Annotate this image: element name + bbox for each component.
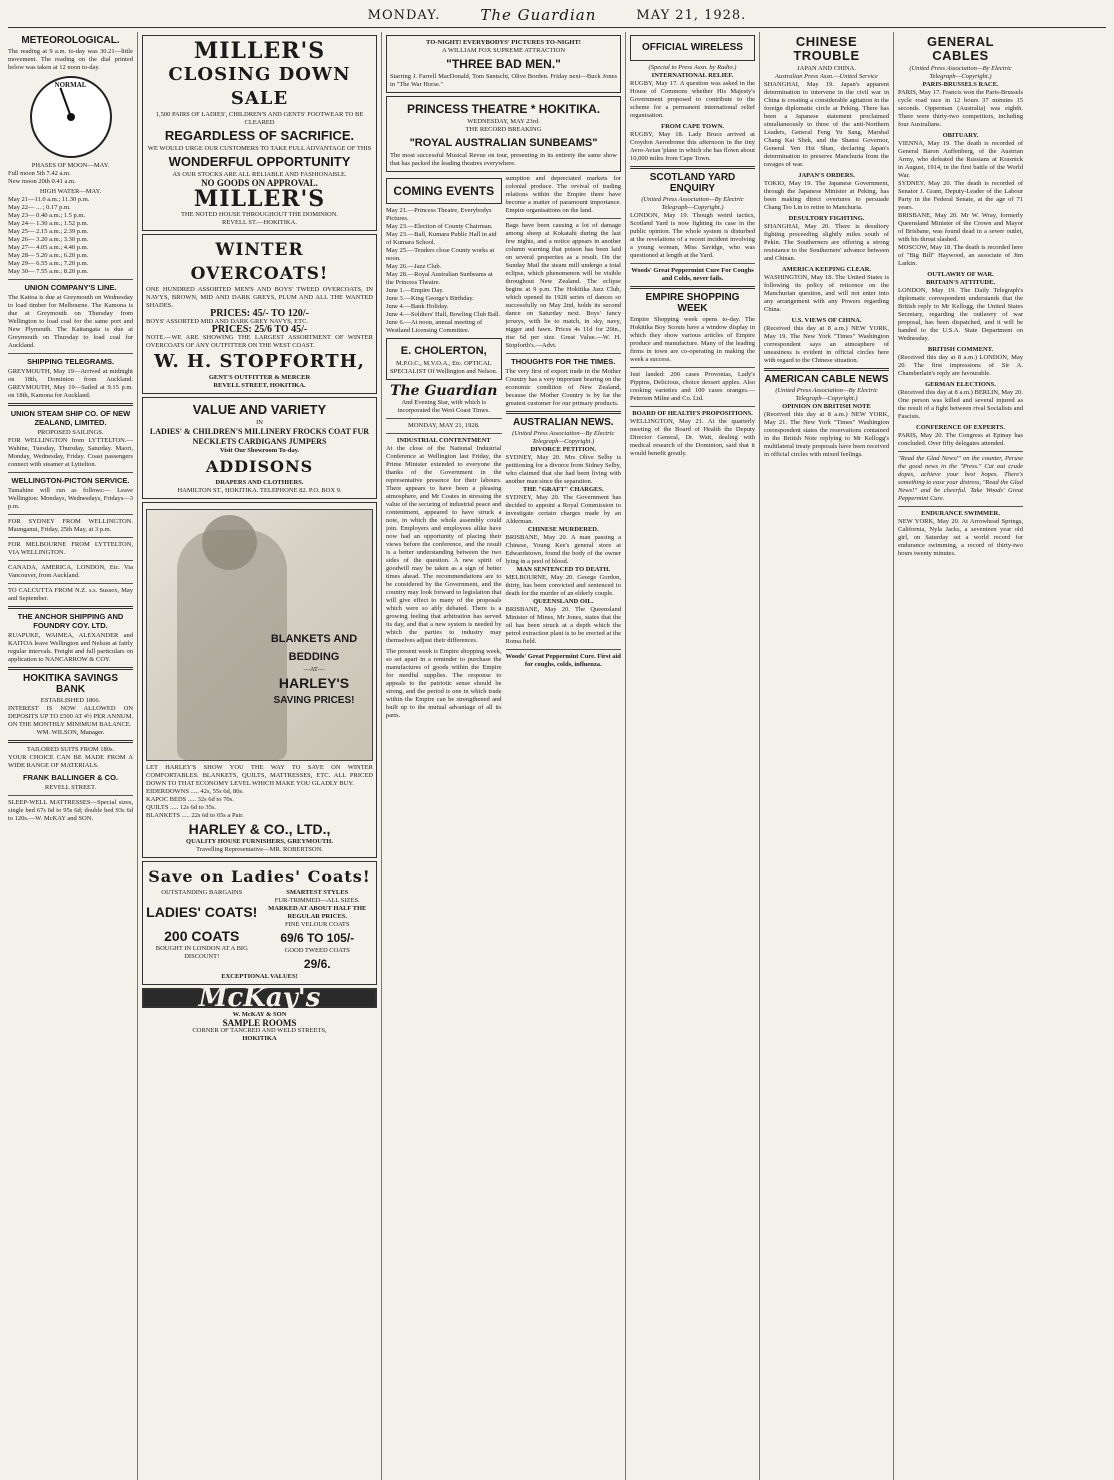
japans-orders-heading: JAPAN'S ORDERS. — [798, 172, 855, 179]
mckays-hokitika: HOKITIKA — [242, 1035, 277, 1042]
harleys-list-item: QUILTS ..... 12s 6d to 35s. — [146, 804, 217, 811]
quality-furnishers: QUALITY HOUSE FURNISHERS, GREYMOUTH. — [186, 838, 333, 845]
moon-line: Full moon 5th 7.42 a.m. — [8, 170, 71, 177]
millers-noted: THE NOTED HOUSE THROUGHOUT THE DOMINION. — [180, 211, 339, 218]
graft-heading: THE "GRAFT" CHARGES. — [522, 486, 604, 493]
graft-text: SYDNEY, May 20. The Government has decided to appoint a Royal Commission to investigate certain charges made by an Alderman. — [505, 494, 621, 525]
everybodys-pictures-ad — [386, 35, 621, 93]
event-item: June 4.—Soldiers' Hall, Bowling Club Ball. — [386, 311, 501, 318]
marked-half-price: MARKED AT ABOUT HALF THE REGULAR PRICES. — [268, 905, 367, 920]
smartest-styles: SMARTEST STYLES — [286, 889, 349, 896]
tide-line: May 21—11.0 a.m.; 11.30 p.m. — [8, 196, 90, 203]
value-and-variety: VALUE AND VARIETY — [192, 402, 327, 417]
britains-attitude-heading: BRITAIN'S ATTITUDE. — [925, 279, 996, 286]
anchor-shipping-text: RUAPUKE, WAIMEA, ALEXANDER and KAITOA leave Wellington and Nelson at fairly regular intervals. Freight and full particulars on application to NANCARROW & COY. — [8, 632, 133, 663]
american-cable-heading: AMERICAN CABLE NEWS — [764, 374, 889, 385]
exceptional-values: EXCEPTIONAL VALUES! — [221, 973, 298, 980]
masthead-date: MAY 21, 1928. — [636, 7, 747, 23]
princess-date: WEDNESDAY, MAY 23rd. — [467, 118, 540, 125]
addisons-name: ADDISONS — [205, 457, 314, 476]
wireless-box — [630, 35, 755, 61]
scotland-yard-text: LONDON, May 19. Though weird tactics, Scotland Yard is now fighting its case in the public opinion. The whole system is disturbed at the revelations of a recent incident involving a young woman, Miss Savidge, who was questioned at length at the Yard. — [630, 212, 755, 259]
man-sentenced-heading: MAN SENTENCED TO DEATH. — [516, 566, 611, 573]
tide-line: May 24— 1.30 a.m.; 1.52 p.m. — [8, 220, 89, 227]
hundred-overcoats: ONE HUNDRED ASSORTED MEN'S AND BOYS' TWEED OVERCOATS, IN NAVYS, BROWN, MID AND DARK GREYS, PLUM AND ALL THE WANTED SHADES. — [146, 286, 373, 309]
tide-line: May 29— 6.55 a.m.; 7.20 p.m. — [8, 260, 89, 267]
british-comment-heading: BRITISH COMMENT. — [927, 346, 994, 353]
event-item: May 25.—Tenders close County works at noon. — [386, 247, 495, 262]
tonight-banner: TO-NIGHT! EVERYBODYS' PICTURES TO-NIGHT! — [426, 39, 581, 46]
conference-experts-heading: CONFERENCE OF EXPERTS. — [916, 424, 1005, 431]
sleep-well-ad: SLEEP-WELL MATTRESSES—Special sizes, single bed 67s 6d to 95s 6d; double bed 93s 6d to 120s.—W. McKAY and SON. — [8, 799, 133, 822]
no-goods-on-approval: NO GOODS ON APPROVAL. — [201, 178, 318, 188]
wellington-picton-text: Tamahine will run as follows:— Leave Wellington: Mondays, Wednesdays, Fridays—3 p.m. — [8, 487, 133, 510]
saving-prices: SAVING PRICES! — [273, 695, 355, 706]
scotland-yard-sub: (United Press Association—By Electric Telegraph—Copyright.) — [641, 196, 744, 211]
canada-sailing: CANADA, AMERICA, LONDON, Etc. Via Vancouver, from Auckland. — [8, 564, 133, 579]
us-views-heading: U.S. VIEWS OF CHINA. — [791, 317, 862, 324]
millers-ad — [142, 35, 377, 231]
obituary-text: VIENNA, May 19. The death is recorded of General Baron Auffenberg, of the Austrian Army, who defeated the Russians at Krasnick in August, 1914, in the first battle of the World War. — [898, 140, 1023, 179]
masthead-paper-name: The Guardian — [480, 6, 597, 24]
addisons-goods: LADIES' & CHILDREN'S MILLINERY FROCKS COAT FUR NECKLETS CARDIGANS JUMPERS — [149, 427, 370, 446]
obituary-heading: OBITUARY. — [942, 132, 979, 139]
sydney-sailing: FOR SYDNEY FROM WELLINGTON. Maunganui, Friday, 25th May, at 3 p.m. — [8, 518, 133, 533]
industrial-heading: INDUSTRIAL CONTENTMENT — [396, 437, 491, 444]
event-item: June 1.—Empire Day. — [386, 287, 444, 294]
harleys-list-item: BLANKETS ..... 22s 6d to 65s a Pair. — [146, 812, 244, 819]
event-item: May 21.—Princess Theatre, Everybodys Pictures. — [386, 207, 492, 222]
closing-down-sale: CLOSING DOWN SALE — [168, 64, 351, 109]
millers-urge: WE WOULD URGE OUR CUSTOMERS TO TAKE FULL ADVANTAGE OF THIS — [147, 145, 372, 152]
visit-showroom: Visit Our Showroom To-day. — [219, 447, 300, 454]
outlawry-heading: OUTLAWRY OF WAR. — [927, 271, 994, 278]
america-clear-text: WASHINGTON, May 18. The United States is following its policy of reticence on the Manchurian question, and will not enter into any arrangement with any Powers regarding China. — [764, 274, 889, 313]
cape-town-text: RUGBY, May 18. Lady Bruce arrived at Croydon Aerodrome this afternoon in the tiny Avro-Avian 'plane in which she has flown about 10,000 miles from Cape Town. — [630, 131, 755, 162]
chinese-murdered-text: BRISBANE, May 20. A man passing a Chinese, Young Kee's general store at Edwardstown, found the body of the owner lying in a pool of blood. — [505, 534, 621, 565]
thoughts-text: The very first of export trade in the Mother Country has a very important bearing on the economic condition of New Zealand, because the Mother Country is by far the greatest customer for our primary products. — [505, 368, 621, 407]
fur-trimmed: FUR-TRIMMED—ALL SIZES. — [274, 897, 360, 904]
general-cables-sub: (United Press Association—By Electric Telegraph—Copyright.) — [909, 65, 1012, 80]
tide-heading: HIGH WATER—MAY. — [39, 188, 102, 195]
event-item: May 23.—Election of County Chairman. — [386, 223, 493, 230]
column-3 — [386, 32, 626, 1480]
harleys-text: LET HARLEY'S SHOW YOU THE WAY TO SAVE ON WINTER COMFORTABLES. BLANKETS, QUILTS, MATTRESSES, ETC. ALL PRICED DOWN TO THAT ECONOMY LEVEL WHICH MAKE YOU GLADLY BUY. — [146, 764, 373, 787]
meteorological-heading: METEOROLOGICAL. — [21, 35, 120, 46]
save-on-ladies-coats: Save on Ladies' Coats! — [148, 867, 371, 886]
travelling-rep: Travelling Representative—MR. ROBERTSON. — [196, 846, 323, 853]
paris-race-heading: PARIS-BRUSSELS RACE. — [922, 81, 999, 88]
coming-events-box — [386, 178, 502, 204]
harleys-illustration — [146, 509, 373, 761]
overcoat-prices-boys: PRICES: 25/6 TO 45/- — [211, 324, 308, 335]
mckays-logo: McKay's — [142, 988, 377, 1008]
shipping-telegrams-text: GREYMOUTH, May 19—Arrived at midnight on 18th, Dominion from Auckland. GREYMOUTH, May 19—Sailed at 9.15 p.m. on 18th, Kamona for Auckland. — [8, 368, 133, 399]
record-breaking: THE RECORD BREAKING — [465, 126, 542, 133]
starring-text: Starring J. Farrell MacDonald, Tom Santschi, Olive Borden. Friday next—Buck Jones in "The War Horse." — [390, 73, 617, 88]
conference-experts-text: PARIS, May 20. The Congress at Epinay has concluded. Over fifty delegates attended. — [898, 432, 1023, 447]
brisbane-death-text: BRISBANE, May 20. Mr W. Wray, formerly Queensland Minister of the Crown and Mayor of Brisbane, was found dead in a sewer outlet, with his throat slashed. — [898, 212, 1023, 243]
ladies-coats-ad — [142, 861, 377, 985]
addisons-ad — [142, 397, 377, 499]
industrial-text: At the close of the National Industrial Conference at Wellington last Friday, the Prime Minister extended to everyone the thanks of the Government in the representative presence for their labours. There appears to have been a pleasing atmosphere, and Mr Coates in stressing the value of the securing of industrial peace and contentment, appeared to have struck a note, in which the whole assembly could join. Employers and employees alike have now had an opportunity of placing their views before the conference, and the result is a better understanding between the two sides of the question. A new spirit of goodwill may be taken as a sign of better times ahead. The recommendations are to be considered by the Government, and the country may look forward to legislation that will give effect to many of the proposals which were so ably debated. There is a growing feeling that arbitration has served its day, and that a new system is needed by which the parties to industry may themselves adjust their differences. — [386, 445, 502, 644]
stopforth-note: NOTE.—WE ARE SHOWING THE LARGEST ASSORTMENT OF WINTER OVERCOATS OF ANY OUTFITTER ON THE WEST COAST. — [146, 334, 373, 349]
value-in: IN — [256, 419, 263, 426]
tide-line: May 22— ... ; 0.17 p.m. — [8, 204, 71, 211]
board-health-heading: BOARD OF HEALTH'S PROPOSITIONS. — [632, 410, 753, 417]
german-elections-heading: GERMAN ELECTIONS. — [925, 381, 996, 388]
princess-theatre-ad — [386, 96, 621, 172]
three-bad-men: "THREE BAD MEN." — [446, 57, 561, 71]
queensland-oil-heading: QUEENSLAND OIL. — [533, 598, 594, 605]
guardian-sub: And Evening Star, with which is incorporated the West Coast Times. — [397, 399, 490, 414]
princess-theatre-title: PRINCESS THEATRE * HOKITIKA. — [406, 102, 601, 116]
column-1 — [8, 32, 138, 1480]
union-steam-ship-heading: UNION STEAM SHIP CO. OF NEW ZEALAND, LIMITED. — [10, 409, 131, 427]
chinese-trouble-text: SHANGHAI, May 19. Japan's apparent determination to intervene in the civil war in China is creating a considerable agitation in the foreign diplomatic circle at Peking. There has been a Japanese statement proclaimed simultaneously to three of the anti-Northern Leaders, General Feng Yu Sang, Marshal Chang Kai Shek, and the Shansi Governor, General Yen Hsi Shan, declaring Japan's determination to preserve Manchuria from the ravages of war. — [764, 81, 889, 168]
column-4 — [630, 32, 760, 1480]
shipping-telegrams-heading: SHIPPING TELEGRAMS. — [26, 357, 115, 366]
harleys-name: HARLEY'S — [278, 675, 350, 691]
events-text: sumption and depreciated markets for colonial produce. The revival of trading relations within the Empire there have become a matter of paramount importance. Empire organisations on the land. — [505, 175, 621, 214]
union-company-text: The Kaitoa is due at Greymouth on Wednesday to load timber for Melbourne. The Kamona is due at Greymouth on Thursday from Wellington to load coal for the same port and New Plymouth. The Kaitangata is due at Greymouth on Thursday to load coal for Auckland. — [8, 294, 133, 349]
frank-ballinger-address: REVELL STREET. — [44, 784, 97, 791]
tailored-suits-heading: TAILORED SUITS FROM 180s. — [26, 746, 115, 753]
harley-company: HARLEY & CO., LTD., — [188, 821, 331, 837]
fine-velour-price: 69/6 TO 105/- — [280, 931, 355, 945]
local-news-text: Bags have been causing a lot of damage among sheep at Kokatahi during the last few nights, and a notice appears in another column warning that poison has been laid on several properties as a result. On the Sunday Mail the steam mill undergo a total eclipse, which phenomenon will be visible throughout New Zealand. The eclipse begins at 9 p.m. The Hokitika Jazz Club, which opened its 1928 series of dances so successfully on May 2nd, holds its second dance on Saturday next. Boys' fancy jerseys, with lie to match, in sky, navy, nigger and fawn. Prices 4s 11d for 20in., rise 6d per size. Great Value.—W. H. Stopforth's.—Advt. — [505, 222, 621, 349]
union-company-heading: UNION COMPANY'S LINE. — [24, 283, 117, 292]
british-note-heading: OPINION ON BRITISH NOTE — [782, 403, 871, 410]
harleys-at: —AT— — [303, 666, 325, 673]
proposed-sailings: PROPOSED SAILINGS. — [37, 429, 104, 436]
blankets-and-bedding: BLANKETS AND BEDDING — [270, 633, 358, 663]
barometer-pin — [67, 113, 75, 121]
woods-cure-ad: Woods' Great Peppermint Cure. First aid for coughs, colds, influenza. — [505, 653, 621, 668]
event-item: May 28.—Royal Australian Sunbeams at the Princess Theatre. — [386, 271, 493, 286]
japans-orders-text: TOKIO, May 19. The Japanese Government, through the Japanese Minister at Peking, has been making direct overtures to persuade Chang Tso Lin to retire to Manchuria. — [764, 180, 889, 211]
musical-revue-text: The most successful Musical Revue on tour, presenting in its entirety the same show that has packed the leading theatres everywhere. — [390, 152, 617, 167]
divorce-text: SYDNEY, May 20. Mrs Olive Selby is petitioning for a divorce from Sidney Selby, who claimed that she had been living with another man since the separation. — [505, 454, 621, 485]
event-item: May 26.—Jazz Club. — [386, 263, 442, 270]
savings-bank-heading: HOKITIKA SAVINGS BANK — [22, 673, 118, 695]
winter-overcoats: WINTER OVERCOATS! — [190, 240, 329, 284]
industrial-text-2: The present week is Empire shopping week, so set apart in a reminder to purchase the manufactures of goods within the Empire for needful supplies. The response to appeals to the patriotic sense should be strong, and the period is one in which trade within the Empire can be strengthened and built up to the mutual advantage of all its parts. — [386, 648, 502, 719]
tailored-suits-text: YOUR CHOICE CAN BE MADE FROM A WIDE RANGE OF MATERIALS. — [8, 754, 133, 769]
two-hundred-coats: 200 COATS — [164, 928, 240, 944]
empire-shopping-heading: EMPIRE SHOPPING WEEK — [645, 292, 740, 314]
stopforth-name: W. H. STOPFORTH, — [154, 351, 365, 372]
masthead-day: MONDAY. — [367, 7, 441, 23]
event-item: June 3.—King George's Birthday. — [386, 295, 474, 302]
union-steam-ship-text: FOR WELLINGTON from LYTTELTON.—Wahine, Tuesday, Thursday, Saturday. Maori, Monday, Wednesday, Friday. Coast passengers connect with steamer at Lyttelton. — [8, 437, 133, 468]
desultory-text: SHANGHAI, May 20. There is desultory fighting proceeding slightly miles south of Pekin. The Southerners are offering a strong resistance to the Southerners' advance between and Chinan. — [764, 223, 889, 262]
bought-in-london: BOUGHT IN LONDON AT A BIG DISCOUNT! — [155, 945, 248, 960]
millers-sub: 1,500 PAIRS OF LADIES', CHILDREN'S AND GENTS' FOOTWEAR TO BE CLEARED — [155, 111, 364, 126]
just-landed-ad: Just landed: 200 cases Provonias, Lady's Pippins, Delicious, choice dessert apples. Also cooking varieties and 100 cases oranges.—Peterson Milne and Co. Ltd. — [630, 371, 755, 402]
board-health-text: WELLINGTON, May 21. At the quarterly meeting of the Board of Health the Deputy Director General, Dr. Watt, dealing with medical research of the Dominion, said that it would benefit greatly. — [630, 418, 755, 457]
america-clear-heading: AMERICA KEEPING CLEAR. — [781, 266, 872, 273]
wireless-sub: (Special to Press Assn. by Radio.) — [648, 64, 737, 71]
millers-address: REVELL ST.—HOKITIKA. — [222, 219, 297, 226]
column-6 — [898, 32, 1027, 1480]
millers-stocks: AS OUR STOCKS ARE ALL RELIABLE AND FASHIONABLE. — [172, 171, 347, 178]
fine-velour-coats: FINE VELOUR COATS — [284, 921, 350, 928]
barometer-dial — [30, 76, 112, 158]
wonderful-opportunity: WONDERFUL OPPORTUNITY — [168, 154, 351, 169]
moon-line: New moon 20th 0.41 a.m. — [8, 178, 76, 185]
wellington-picton-heading: WELLINGTON-PICTON SERVICE. — [11, 476, 130, 485]
british-note-text: (Received this day at 8 a.m.) NEW YORK, May 21. The New York "Times" Washington correspondent states the reservations contained in the British Note replying to Mr Kellogg's multilateral treaty proposals have been received in official circles with mixed feelings. — [764, 411, 889, 458]
masthead — [8, 6, 1106, 28]
good-tweed-price: 29/6. — [303, 957, 331, 971]
british-comment-text: (Received this day at 8 a.m.) LONDON, May 20. The first impressions of Sir A. Chamberlain's reply are favourable. — [898, 354, 1023, 377]
calcutta-sailing: TO CALCUTTA FROM N.Z. s.s. Sussex, May and September. — [8, 587, 133, 602]
ladies-coats-title: LADIES' COATS! — [146, 904, 258, 920]
stopforth-ad — [142, 234, 377, 394]
cholerton-sub: M.P.O.C., M.V.O.A., Etc. OPTICAL SPECIALIST Of Wellington and Nelson. — [390, 360, 498, 375]
drapers-clothiers: DRAPERS AND CLOTHIERS. — [215, 479, 304, 486]
relief-text: RUGBY, May 17. A question was asked in the House of Commons whether His Majesty's Government proposed to contribute to the scheme for a permanent international relief organisation. — [630, 80, 755, 119]
man-sentenced-text: MELBOURNE, May 20. George Gordon, thirty, has been convicted and sentenced to death for the murder of an elderly couple. — [505, 574, 621, 597]
australian-news-heading: AUSTRALIAN NEWS. — [512, 417, 614, 428]
good-tweed-coats: GOOD TWEED COATS — [284, 947, 350, 954]
meteorological-text: The reading at 9 a.m. to-day was 30.21—little movement. The reading on the dial printed below was taken at 12 noon to-day. — [8, 48, 133, 71]
divorce-heading: DIVORCE PETITION. — [530, 446, 597, 453]
millers-title: MILLER'S — [193, 38, 326, 64]
britains-attitude-text: LONDON, May 19. The Daily Telegraph's diplomatic correspondent understands that the British reply to Mr Kellogg, the United States Secretary, regarding the outlawry of war proposal, has been dispatched, and it will be handed to the U.S.A. State Department on Wednesday. — [898, 287, 1023, 342]
queensland-oil-text: BRISBANE, May 20. The Queensland Minister of Mines, Mr Jones, states that the oil has been struck at a depth which the petrol extraction plant is to be erected at the Roma field. — [505, 606, 621, 645]
endurance-heading: ENDURANCE SWIMMER. — [921, 510, 1000, 517]
australian-news-sub: (United Press Association—By Electric Telegraph—Copyright.) — [512, 430, 615, 445]
tide-line: May 25— 2.15 a.m.; 2.39 p.m. — [8, 228, 89, 235]
savings-bank-manager: WM. WILSON, Manager. — [36, 729, 105, 736]
chinese-trouble-sub: JAPAN AND CHINA. — [797, 65, 856, 72]
harleys-list-item: EIDERDOWNS ..... 42s, 55s 6d, 80s. — [146, 788, 244, 795]
anchor-shipping-heading: THE ANCHOR SHIPPING AND FOUNDRY COY. LTD. — [17, 612, 124, 630]
event-item: May 23.—Ball, Kumara Public Hall in aid of Kumara School. — [386, 231, 497, 246]
guardian-title: The Guardian — [390, 383, 498, 399]
addisons-address: HAMILTON ST., HOKITIKA. TELEPHONE 82. P.O. BOX 9. — [177, 487, 342, 494]
savings-bank-established: ESTABLISHED 1866. — [40, 697, 101, 704]
moon-heading: PHASES OF MOON—MAY. — [31, 162, 110, 169]
tide-line: May 23— 0.40 a.m.; 1.5 p.m. — [8, 212, 86, 219]
column-5 — [764, 32, 894, 1480]
relief-heading: INTERNATIONAL RELIEF. — [651, 72, 734, 79]
column-2 — [142, 32, 382, 1480]
paris-race-text: PARIS, May 17. Francis won the Paris-Brussels cycle road race in 12 hours 37 minutes 15 seconds. Opperman (Australia) was eighth. There were thirty-two competitors, including four Australians. — [898, 89, 1023, 128]
event-item: June 4.—Bank Holiday. — [386, 303, 449, 310]
coming-events-heading: COMING EVENTS — [393, 184, 495, 198]
overcoat-prices-men: PRICES: 45/- TO 120/- — [210, 308, 309, 319]
guardian-date: MONDAY, MAY 21, 1928. — [408, 422, 480, 429]
harleys-ad — [142, 502, 377, 858]
general-cables-heading: GENERAL CABLES — [926, 34, 995, 63]
barometer-normal-label: NORMAL — [54, 81, 87, 89]
regardless-of-sacrifice: REGARDLESS OF SACRIFICE. — [164, 128, 355, 143]
millers-name: MILLER'S — [193, 186, 326, 212]
cholerton-ad — [386, 338, 502, 380]
frank-ballinger-heading: FRANK BALLINGER & CO. — [23, 773, 118, 782]
stopforth-address: REVELL STREET, HOKITIKA. — [213, 382, 306, 389]
savings-bank-text: INTEREST IS NOW ALLOWED ON DEPOSITS UP TO £500 AT 4½ PER ANNUM. ON THE MONTHLY MINIMUM BALANCE. — [8, 705, 133, 728]
stopforth-sub: GENT'S OUTFITTER & MERCER — [208, 374, 311, 381]
tide-line: May 28— 5.20 a.m.; 6.20 p.m. — [8, 252, 89, 259]
desultory-heading: DESULTORY FIGHTING. — [788, 215, 865, 222]
endurance-text: NEW YORK, May 20. At Arrowhead Springs, California, Nyla Jacks, a seventeen year old girl, on Saturday set a world record for endurance swimming, a record of thirty-two hours twenty minutes. — [898, 518, 1023, 557]
mckays-corner: CORNER OF TANCRED AND WELD STREETS, — [192, 1027, 327, 1034]
cholerton-name: E. CHOLERTON, — [400, 345, 487, 357]
moscow-death-text: MOSCOW, May 18. The death is recorded here of "Big Bill" Haywood, an associate of Jim Larkin. — [898, 244, 1023, 267]
german-elections-text: (Received this day at 8 a.m.) BERLIN, May 20. One person was killed and several injured as the result of a fight between rival Socialists and Fascists. — [898, 389, 1023, 420]
tide-line: May 30— 7.55 a.m.; 8.20 p.m. — [8, 268, 89, 275]
american-cable-sub: (United Press Association—By Electric Telegraph—Copyright.) — [775, 387, 878, 402]
official-wireless-heading: OFFICIAL WIRELESS — [642, 42, 743, 53]
thoughts-heading: THOUGHTS FOR THE TIMES. — [511, 357, 616, 366]
harleys-list-item: KAPOC BEDS ..... 32s 6d to 70s. — [146, 796, 234, 803]
royal-sunbeams: "ROYAL AUSTRALIAN SUNBEAMS" — [409, 137, 598, 149]
tide-line: May 27— 4.05 a.m.; 4.40 p.m. — [8, 244, 89, 251]
melbourne-sailing: FOR MELBOURNE FROM LYTTELTON, VIA WELLINGTON. — [8, 541, 133, 556]
event-item: June 6.—At noon, annual meeting of Westland Licensing Committee. — [386, 319, 483, 334]
chinese-trouble-assn: Australian Press Assn.—United Service — [775, 73, 878, 80]
glad-news-ad: "Read the Glad News!" on the counter, Peruse the good news in the "Press." Cut out crude dopes, achieve your best hopes. There's something to ease your distress, "Read the Glad News!" and be cheerful. Take Woods' Great Peppermint Cure. — [898, 455, 1023, 502]
sample-rooms: SAMPLE ROOMS — [222, 1018, 297, 1028]
tide-line: May 26— 3.20 a.m.; 3.30 p.m. — [8, 236, 89, 243]
us-views-text: (Received this day at 8 a.m.) NEW YORK, May 19. The New York "Times" Washington correspondent says an atmosphere of uneasiness is evident in official circles here with regard to the Chinese situation. — [764, 325, 889, 364]
scotland-yard-heading: SCOTLAND YARD ENQUIRY — [649, 172, 736, 194]
boys-overcoats: BOYS' ASSORTED MID AND DARK GREY NAVYS, ETC. — [146, 318, 309, 325]
sydney-death-text: SYDNEY, May 20. The death is recorded of Senator J. Grant, Deputy-Leader of the Labour Party in the Federal Senate, at the age of 71 years. — [898, 180, 1023, 211]
outstanding-bargains: OUTSTANDING BARGAINS — [161, 889, 243, 896]
chinese-murdered-heading: CHINESE MURDERED. — [527, 526, 599, 533]
cape-town-heading: FROM CAPE TOWN. — [661, 123, 724, 130]
chinese-trouble-heading: CHINESE TROUBLE — [793, 34, 860, 63]
woods-cure-ad-2: Woods' Great Peppermint Cure For Coughs and Colds, never fails. — [631, 267, 754, 282]
fox-attraction: A WILLIAM FOX SUPREME ATTRACTION — [441, 47, 566, 54]
mckay-and-son: W. McKAY & SON — [232, 1011, 287, 1018]
empire-shopping-text: Empire Shopping week opens to-day. The Hokitika Boy Scouts have a window display in which they show various articles of Empire produce and manufacture. Many of the leading firms in town are co-operating in making the week a success. — [630, 316, 755, 363]
